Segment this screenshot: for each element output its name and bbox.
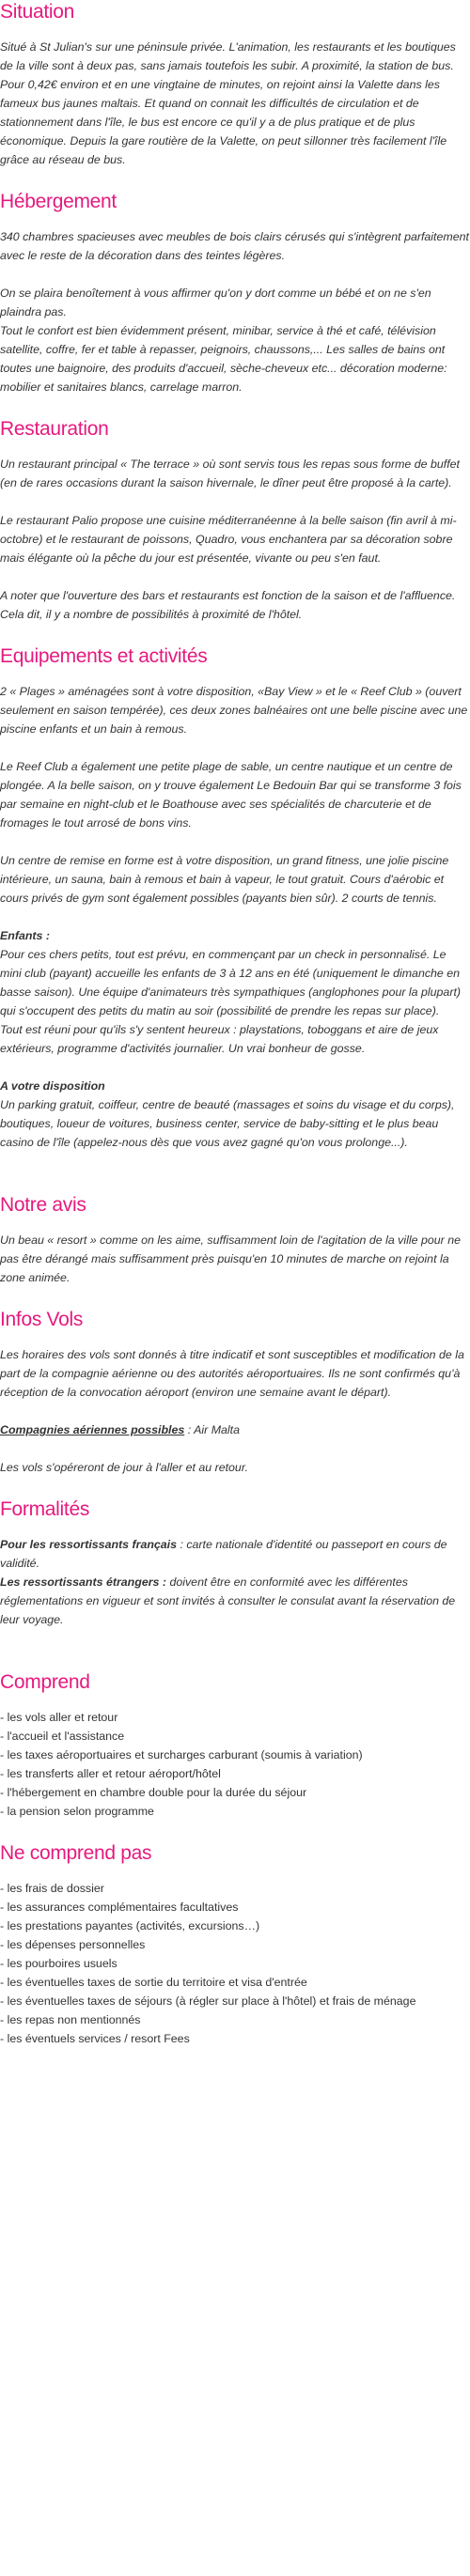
disposition-label: A votre disposition (0, 1079, 105, 1093)
compagnies-value: : Air Malta (184, 1423, 241, 1436)
section-title-notre-avis: Notre avis (0, 1194, 86, 1216)
situation-text: Situé à St Julian's sur une péninsule privée. L'animation, les restaurants et les boutiques de la ville sont à deux pas, sans jamais toutefois les subir. A proximité, la station de bus. Pour 0,42€ environ et en une vingtaine de minutes, on rejoint ainsi la Valette dans les fameux bus jaunes maltais. Et quand on connait les difficultés de circulation et de stationnement dans l'île, le bus est encore ce qu'il y a de plus pratique et de plus économique. Depuis la gare routière de la Valette, on peut sillonner très facilement l'île grâce au réseau de bus. (0, 40, 456, 166)
comprend-list (0, 1708, 470, 1821)
ne-comprend-pas-item: - les éventuelles taxes de séjours (à régler sur place à l'hôtel) et frais de ménage (0, 1994, 416, 2008)
equipements-paragraph-1: 2 « Plages » aménagées sont à votre disposition, «Bay View » et le « Reef Club » (ouvert seulement en saison tempérée), ces deux zones balnéaires ont une belle piscine avec une piscine enfants et un bain à remous. (0, 685, 468, 736)
comprend-item: - les transferts aller et retour aéroport/hôtel (0, 1767, 221, 1780)
section-title-formalites: Formalités (0, 1498, 90, 1520)
hebergement-paragraph-3: Tout le confort est bien évidemment présent, minibar, service à thé et café, télévision satellite, coffre, fer et table à repasser, peignoirs, chaussons,... Les salles de bains ont toutes une baignoire, des produits d'accueil, sèche-cheveux etc... décoration moderne: mobilier et sanitaires blancs, carrelage marron. (0, 324, 447, 394)
ne-comprend-pas-item: - les éventuelles taxes de sortie du territoire et visa d'entrée (0, 1976, 307, 1989)
section-hebergement (0, 190, 470, 396)
restauration-paragraph-3: A noter que l'ouverture des bars et restaurants est fonction de la saison et de l'affluence. Cela dit, il y a nombre de possibilités à proximité de l'hôtel. (0, 589, 456, 621)
ne-comprend-pas-item: - les prestations payantes (activités, excursions…) (0, 1919, 260, 1932)
disposition-text: Un parking gratuit, coiffeur, centre de beauté (massages et soins du visage et du corps), boutiques, loueur de voitures, business center, service de baby-sitting et le plus beau casino de l'île (appelez-nous dès que vous avez gagné qu'on vous prolonge...). (0, 1098, 455, 1149)
compagnies-line (0, 1420, 470, 1439)
hebergement-paragraph-2: On se plaira benoîtement à vous affirmer qu'on y dort comme un bébé et on ne s'en plaindra pas. (0, 287, 431, 318)
section-title-comprend: Comprend (0, 1671, 90, 1693)
enfants-text: Pour ces chers petits, tout est prévu, en commençant par un check in personnalisé. Le mini club (payant) accueille les enfants de 3 à 12 ans en été (uniquement le dimanche en basse saison). Une équipe d'animateurs très sympathiques (anglophones pour la plupart) qui s'occupent des petits du matin au soir (possibilité de prendre les repas sur place). (0, 948, 462, 1017)
compagnies-label: Compagnies aériennes possibles (0, 1423, 185, 1436)
formalites-etrangers (0, 1573, 470, 1629)
comprend-item: - l'accueil et l'assistance (0, 1730, 125, 1743)
section-title-infos-vols: Infos Vols (0, 1309, 84, 1330)
restauration-paragraph-2: Le restaurant Palio propose une cuisine méditerranéenne à la belle saison (fin avril à mi-octobre) et le restaurant de poissons, Quadro, vous enchantera par sa décoration sobre mais élégante où la pêche du jour est présentée, vivante ou peu s'en faut. (0, 514, 457, 565)
francais-label: Pour les ressortissants français (0, 1538, 178, 1551)
formalites-francais (0, 1535, 470, 1573)
enfants-label: Enfants : (0, 929, 51, 942)
comprend-item: - les vols aller et retour (0, 1711, 118, 1724)
equipements-paragraph-3: Un centre de remise en forme est à votre disposition, un grand fitness, une jolie piscine intérieure, un sauna, bain à remous et bain à vapeur, le tout gratuit. Cours d'aérobic et cours privés de gym sont également possibles (payants bien sûr). 2 courts de tennis. (0, 854, 449, 905)
francais-text: : carte nationale d'identité ou passeport en cours de validité. (0, 1538, 447, 1570)
equipements-paragraph-2: Le Reef Club a également une petite plage de sable, un centre nautique et un centre de plongée. A la belle saison, on y trouve également Le Bedouin Bar qui se transforme 3 fois par semaine en night-club et le Boathouse avec ses spécialités de charcuterie et de fromages le tout arrosé de bons vins. (0, 760, 462, 830)
etrangers-text: doivent être en conformité avec les différentes réglementations en vigueur et sont invités à consulter le consulat avant la réservation de leur voyage. (0, 1575, 456, 1626)
ne-comprend-pas-item: - les dépenses personnelles (0, 1938, 146, 1951)
section-notre-avis (0, 1193, 470, 1287)
section-title-restauration: Restauration (0, 418, 109, 440)
infos-vols-paragraph-3: Les vols s'opéreront de jour à l'aller et au retour. (0, 1461, 248, 1474)
section-title-situation: Situation (0, 1, 75, 23)
hebergement-paragraph-1: 340 chambres spacieuses avec meubles de bois clairs cérusés qui s'intègrent parfaitement avec le reste de la décoration dans des teintes légères. (0, 230, 469, 262)
restauration-paragraph-1: Un restaurant principal « The terrace » où sont servis tous les repas sous forme de buffet (en de rares occasions durant la saison hivernale, le dîner peut être proposé à la carte). (0, 458, 460, 489)
section-title-ne-comprend-pas: Ne comprend pas (0, 1842, 152, 1864)
ne-comprend-pas-item: - les frais de dossier (0, 1882, 104, 1895)
section-title-equipements: Equipements et activités (0, 645, 208, 667)
etrangers-label: Les ressortissants étrangers : (0, 1575, 166, 1589)
enfants-text-2: Tout est réuni pour qu'ils s'y sentent heureux : playstations, toboggans et aire de jeux extérieurs, programme d'activités journalier. Un vrai bonheur de gosse. (0, 1023, 439, 1055)
comprend-item: - les taxes aéroportuaires et surcharges carburant (soumis à variation) (0, 1748, 363, 1761)
comprend-item: - la pension selon programme (0, 1805, 154, 1818)
section-formalites (0, 1497, 470, 1629)
section-comprend (0, 1670, 470, 1821)
comprend-item: - l'hébergement en chambre double pour la durée du séjour (0, 1786, 307, 1799)
ne-comprend-pas-item: - les assurances complémentaires facultatives (0, 1901, 239, 1914)
section-infos-vols (0, 1308, 470, 1477)
ne-comprend-pas-item: - les repas non mentionnés (0, 2013, 141, 2026)
section-restauration (0, 417, 470, 624)
section-equipements (0, 644, 470, 1152)
section-situation (0, 0, 470, 169)
ne-comprend-pas-list (0, 1879, 470, 2048)
section-ne-comprend-pas (0, 1841, 470, 2048)
ne-comprend-pas-item: - les pourboires usuels (0, 1957, 118, 1970)
notre-avis-text: Un beau « resort » comme on les aime, suffisamment loin de l'agitation de la ville pour ne pas être dérangé mais suffisamment près puisqu'en 10 minutes de marche on rejoint la zone animée. (0, 1234, 461, 1284)
section-title-hebergement: Hébergement (0, 191, 117, 212)
infos-vols-paragraph-1: Les horaires des vols sont donnés à titre indicatif et sont susceptibles et modification de la part de la compagnie aérienne ou des autorités aéroportuaires. Ils ne sont confirmés qu'à réception de la convocation aéroport (environ une semaine avant le départ). (0, 1348, 464, 1399)
ne-comprend-pas-item: - les éventuels services / resort Fees (0, 2032, 190, 2045)
